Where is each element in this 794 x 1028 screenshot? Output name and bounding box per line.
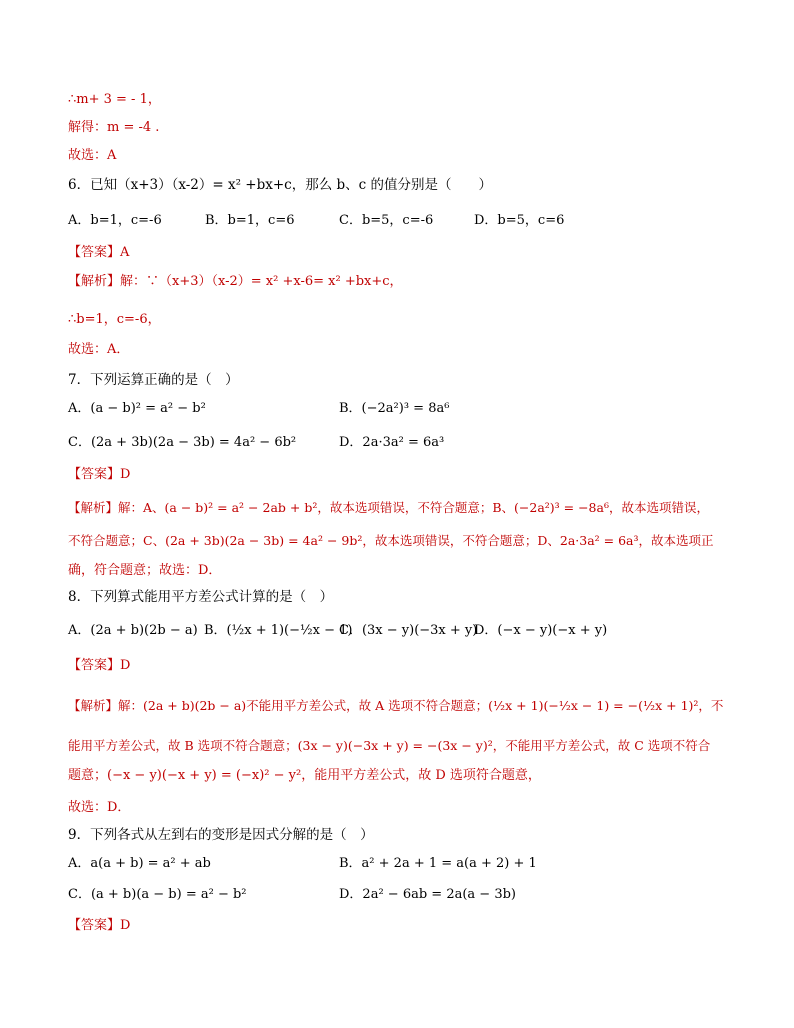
answer-tag: 【答案】 (68, 245, 121, 260)
question-8-option-b: B．(½x + 1)(−½x − 1) (204, 623, 353, 638)
question-8-analysis-3: 题意；(−x − y)(−x + y) = (−x)² − y²，能用平方差公式，故 D 选项符合题意， (68, 768, 541, 783)
question-8-analysis-4: 故选：D． (68, 800, 131, 815)
question-7-stem: 7．下列运算正确的是（ ） (68, 372, 239, 388)
question-8-stem: 8．下列算式能用平方差公式计算的是（ ） (68, 589, 334, 605)
question-7-option-d: D．2a·3a² = 6a³ (339, 435, 445, 450)
question-8-analysis-2: 能用平方差公式，故 B 选项不符合题意；(3x − y)(−3x + y) = −(3x − y)²，不能用平方差公式，故 C 选项不符合 (68, 738, 711, 753)
question-6-analysis-2: ∴b=1，c=-6， (68, 312, 161, 327)
question-7-answer (68, 466, 130, 484)
question-6-answer (68, 244, 129, 262)
question-9-option-a: A．a(a + b) = a² + ab (68, 856, 211, 871)
question-7-analysis-2: 不符合题意；C、(2a + 3b)(2a − 3b) = 4a² − 9b²，故本选项错误，不符合题意；D、2a·3a² = 6a³，故本选项正 (68, 533, 714, 548)
analysis-tag: 【解析】 (68, 274, 121, 289)
question-8-analysis-1 (68, 697, 723, 715)
question-8-option-c: C．(3x − y)(−3x + y) (339, 623, 478, 638)
question-6-option-c: C．b=5，c=-6 (339, 213, 434, 228)
question-6-option-b: B．b=1，c=6 (205, 213, 295, 228)
solution-line-2: 解得：m = -4 . (68, 120, 160, 135)
question-7-option-b: B．(−2a²)³ = 8a⁶ (339, 401, 450, 416)
question-9-stem: 9．下列各式从左到右的变形是因式分解的是（ ） (68, 827, 374, 843)
answer-tag: 【答案】 (68, 467, 121, 482)
question-8-answer (68, 657, 130, 675)
question-6-analysis-3: 故选：A． (68, 342, 130, 357)
answer-value: D (120, 918, 131, 933)
question-9-answer (68, 917, 130, 935)
question-9-option-c: C．(a + b)(a − b) = a² − b² (68, 887, 247, 902)
question-7-option-c: C．(2a + 3b)(2a − 3b) = 4a² − 6b² (68, 435, 297, 450)
answer-tag: 【答案】 (68, 918, 121, 933)
question-6-stem: 6．已知（x+3）（x-2）= x² +bx+c，那么 b、c 的值分别是（ ） (68, 177, 493, 193)
answer-value: D (120, 467, 131, 482)
question-9-option-d: D．2a² − 6ab = 2a(a − 3b) (339, 887, 516, 902)
question-7-analysis-1 (68, 499, 709, 517)
question-6-option-d: D．b=5，c=6 (474, 213, 565, 228)
question-6-option-a: A．b=1，c=-6 (68, 213, 162, 228)
analysis-text: 解：A、(a − b)² = a² − 2ab + b²，故本选项错误，不符合题意；B、(−2a²)³ = −8a⁶，故本选项错误， (118, 500, 709, 515)
question-8-option-a: A．(2a + b)(2b − a) (68, 623, 198, 638)
analysis-tag: 【解析】 (68, 698, 119, 713)
answer-tag: 【答案】 (68, 658, 121, 673)
solution-line-1: ∴m+ 3 = - 1， (68, 92, 161, 107)
question-6-analysis-1 (68, 273, 403, 291)
question-8-option-d: D．(−x − y)(−x + y) (474, 623, 608, 638)
answer-value: D (120, 658, 131, 673)
question-7-analysis-3: 确，符合题意；故选：D． (68, 563, 222, 578)
answer-value: A (120, 245, 130, 260)
analysis-text: 解：∵（x+3）（x-2）= x² +x-6= x² +bx+c， (120, 274, 403, 289)
analysis-tag: 【解析】 (68, 500, 119, 515)
question-7-option-a: A．(a − b)² = a² − b² (68, 401, 206, 416)
analysis-text: 解：(2a + b)(2b − a)不能用平方差公式，故 A 选项不符合题意；(½x + 1)(−½x − 1) = −(½x + 1)²，不 (118, 698, 724, 713)
solution-line-3: 故选：A (68, 148, 117, 163)
question-9-option-b: B．a² + 2a + 1 = a(a + 2) + 1 (339, 856, 537, 871)
